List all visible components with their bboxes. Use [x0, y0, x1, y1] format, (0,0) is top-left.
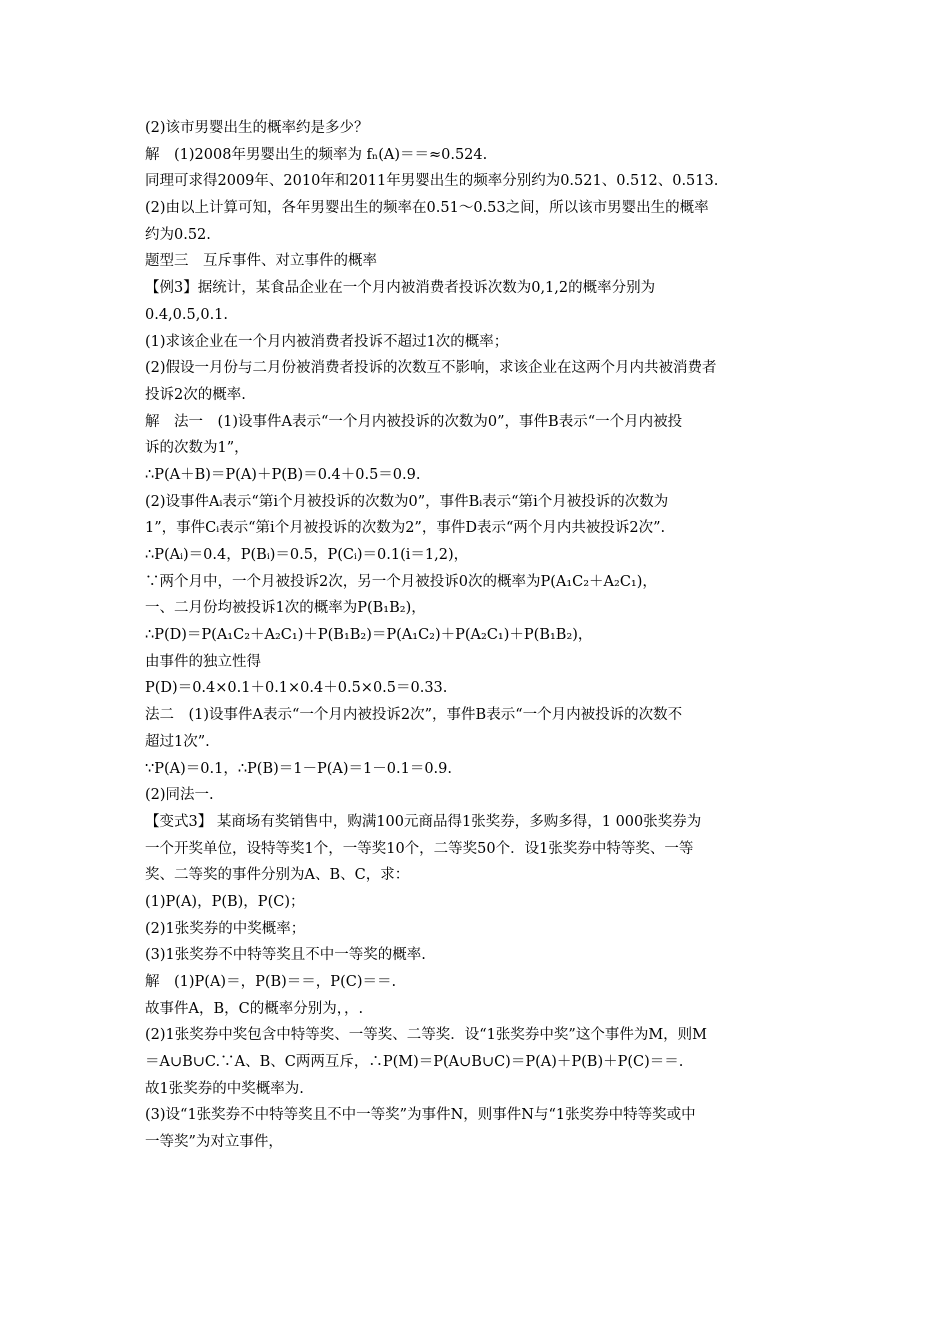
text-line: 法二 (1)设事件A表示“一个月内被投诉2次”，事件B表示“一个月内被投诉的次数不 — [145, 707, 683, 724]
text-line: 由事件的独立性得 — [145, 653, 261, 670]
text-line: P(D)＝0.4×0.1＋0.1×0.4＋0.5×0.5＝0.33. — [145, 680, 448, 697]
text-line: 奖、二等奖的事件分别为A、B、C，求： — [145, 867, 410, 884]
text-line: ∵两个月中，一个月被投诉2次，另一个月被投诉0次的概率为P(A₁C₂＋A₂C₁)， — [145, 573, 657, 590]
text-line: 一个开奖单位，设特等奖1个，一等奖10个，二等奖50个．设1张奖券中特等奖、一等 — [145, 840, 694, 857]
text-line: ∵P(A)＝0.1，∴P(B)＝1－P(A)＝1－0.1＝0.9. — [145, 760, 452, 777]
text-line: (2)设事件Aᵢ表示“第i个月被投诉的次数为0”，事件Bᵢ表示“第i个月被投诉的次数为 — [145, 493, 669, 510]
text-line: 约为0.52. — [145, 226, 211, 243]
text-line: 投诉2次的概率. — [145, 386, 246, 403]
text-line: 故1张奖券的中奖概率为. — [145, 1080, 304, 1097]
text-line: 故事件A，B，C的概率分别为，，. — [145, 1000, 364, 1017]
text-line: (3)设“1张奖券不中特等奖且不中一等奖”为事件N，则事件N与“1张奖券中特等奖或中 — [145, 1107, 696, 1124]
text-line: 一、二月份均被投诉1次的概率为P(B₁B₂)， — [145, 600, 426, 617]
text-line: (2)1张奖券的中奖概率； — [145, 920, 306, 937]
text-line: (1)求该企业在一个月内被消费者投诉不超过1次的概率； — [145, 333, 509, 350]
text-line: ∴P(D)＝P(A₁C₂＋A₂C₁)＋P(B₁B₂)＝P(A₁C₂)＋P(A₂C₁)＋P(B₁B₂)， — [145, 627, 593, 644]
example-title: 【例3】据统计，某食品企业在一个月内被消费者投诉次数为0,1,2的概率分别为 — [145, 280, 656, 297]
exercise-title: 【变式3】 某商场有奖销售中，购满100元商品得1张奖券，多购多得，1 000张奖券为 — [145, 813, 702, 830]
text-line: 超过1次”. — [145, 733, 210, 750]
text-line: ＝A∪B∪C.∵A、B、C两两互斥，∴P(M)＝P(A∪B∪C)＝P(A)＋P(B)＋P(C)＝＝. — [145, 1054, 684, 1071]
text-line: (2)同法一. — [145, 787, 214, 804]
text-line: 诉的次数为1”， — [145, 440, 249, 457]
text-line: 1”，事件Cᵢ表示“第i个月被投诉的次数为2”，事件D表示“两个月内共被投诉2次”. — [145, 520, 666, 537]
text-line: 0.4,0.5,0.1. — [145, 306, 229, 323]
text-line: 解 (1)2008年男婴出生的频率为 fₙ(A)＝＝≈0.524. — [145, 146, 488, 163]
text-line: (2)由以上计算可知，各年男婴出生的频率在0.51～0.53之间，所以该市男婴出生的概率 — [145, 200, 709, 217]
text-line: 解 (1)P(A)＝，P(B)＝＝，P(C)＝＝. — [145, 974, 397, 990]
section-heading: 题型三 互斥事件、对立事件的概率 — [145, 253, 377, 270]
text-line: 解 法一 (1)设事件A表示“一个月内被投诉的次数为0”，事件B表示“一个月内被投 — [145, 413, 683, 430]
text-line: ∴P(A＋B)＝P(A)＋P(B)＝0.4＋0.5＝0.9. — [145, 466, 421, 483]
text-line: 同理可求得2009年、2010年和2011年男婴出生的频率分别约为0.521、0.512、0.513. — [145, 173, 719, 190]
text-line: (2)假设一月份与二月份被消费者投诉的次数互不影响，求该企业在这两个月内共被消费者 — [145, 360, 717, 377]
text-line: ∴P(Aᵢ)＝0.4，P(Bᵢ)＝0.5，P(Cᵢ)＝0.1(i＝1,2)， — [145, 547, 469, 563]
text-line: (1)P(A)，P(B)，P(C)； — [145, 893, 305, 910]
text-line: (2)1张奖券中奖包含中特等奖、一等奖、二等奖．设“1张奖券中奖”这个事件为M，则M — [145, 1027, 708, 1044]
text-line: 一等奖”为对立事件， — [145, 1134, 283, 1151]
text-line: (2)该市男婴出生的概率约是多少？ — [145, 120, 369, 136]
document-body — [145, 115, 810, 1156]
text-line: (3)1张奖券不中特等奖且不中一等奖的概率. — [145, 947, 426, 964]
